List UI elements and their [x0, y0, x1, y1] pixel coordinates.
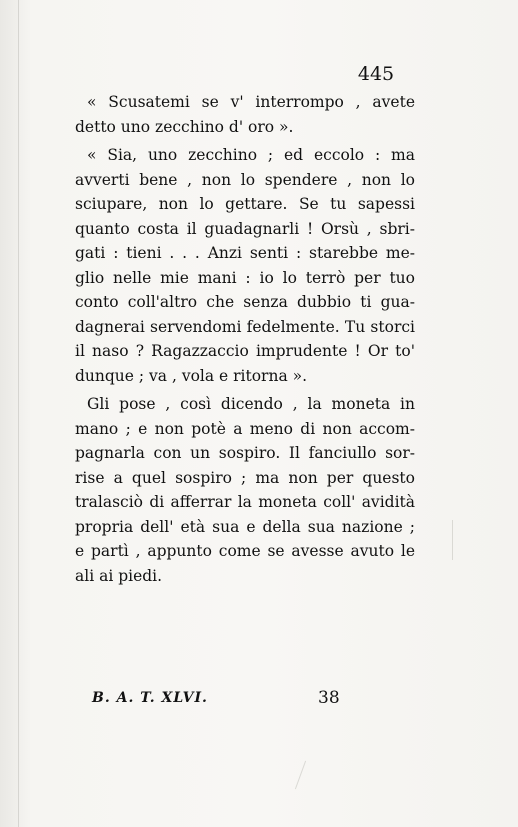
text-line: il naso ? Ragazzaccio imprudente ! Or to': [75, 342, 415, 360]
text-line: tralasciò di afferrar la moneta coll' avidità: [75, 493, 415, 511]
text-line: detto uno zecchino d' oro ».: [75, 117, 294, 136]
text-line: Gli pose , così dicendo , la moneta in: [87, 395, 415, 413]
folio-number: 38: [318, 688, 340, 708]
text-line: quanto costa il guadagnarli ! Orsù , sbri-: [75, 219, 415, 238]
paper-mark: [452, 520, 453, 560]
text-line: « Sia, uno zecchino ; ed eccolo : ma: [87, 146, 415, 164]
paragraph: [75, 143, 415, 388]
text-line: « Scusatemi se v' interrompo , avete: [87, 93, 415, 111]
signature-mark: B. A. T. XLVI.: [92, 690, 208, 706]
body-text: [75, 90, 415, 588]
text-line: pagnarla con un sospiro. Il fanciullo sor-: [75, 444, 415, 462]
paper-mark: [295, 761, 306, 790]
text-line: dunque ; va , vola e ritorna ».: [75, 366, 308, 385]
text-line: ali ai piedi.: [75, 566, 163, 585]
paragraph: [75, 90, 415, 139]
page-number: 445: [357, 63, 395, 85]
text-line: propria dell' età sua e della sua nazione ;: [75, 517, 415, 536]
page-footer: [0, 690, 518, 714]
paragraph: [75, 392, 415, 588]
text-line: avverti bene , non lo spendere , non lo: [75, 170, 415, 189]
text-line: sciupare, non lo gettare. Se tu sapessi: [75, 195, 415, 213]
text-line: mano ; e non potè a meno di non accom-: [75, 419, 415, 438]
text-line: rise a quel sospiro ; ma non per questo: [75, 468, 415, 487]
text-line: dagnerai servendomi fedelmente. Tu storci: [75, 317, 415, 336]
text-line: conto coll'altro che senza dubbio ti gua-: [75, 293, 415, 311]
text-line: gati : tieni . . . Anzi senti : starebbe me-: [75, 244, 415, 262]
text-line: e partì , appunto come se avesse avuto le: [75, 542, 415, 560]
text-line: glio nelle mie mani : io lo terrò per tuo: [75, 268, 415, 287]
